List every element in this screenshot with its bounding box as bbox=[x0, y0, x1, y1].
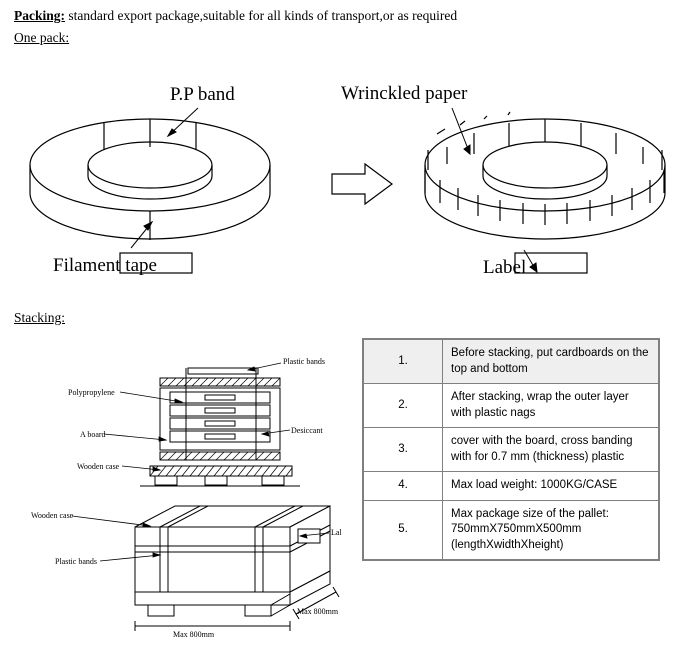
row-text: Max load weight: 1000KG/CASE bbox=[443, 472, 659, 501]
table-row bbox=[364, 472, 659, 501]
row-number: 3. bbox=[364, 428, 443, 472]
label-pp-band: P.P band bbox=[170, 84, 235, 105]
table-row bbox=[364, 428, 659, 472]
label-a-board: A board bbox=[80, 430, 106, 439]
label-label: Label bbox=[483, 257, 527, 278]
process-arrow bbox=[332, 164, 392, 204]
label-plastic-bands-bottom: Plastic bands bbox=[55, 557, 97, 566]
row-text: Before stacking, put cardboards on the top and bottom bbox=[443, 340, 659, 384]
label-max-800-bottom: Max 800mm bbox=[173, 630, 215, 639]
stacking-heading: Stacking: bbox=[14, 310, 65, 325]
stacking-diagram bbox=[0, 330, 360, 641]
label-filament-tape: Filament tape bbox=[53, 255, 157, 276]
label-desiccant: Desiccant bbox=[291, 426, 323, 435]
table-row bbox=[364, 340, 659, 384]
label-wooden-case-top: Wooden case bbox=[77, 462, 120, 471]
row-text: cover with the board, cross banding with for 0.7 mm (thickness) plastic bbox=[443, 428, 659, 472]
table-row bbox=[364, 500, 659, 560]
packing-text: standard export package,suitable for all kinds of transport,or as required bbox=[65, 8, 458, 23]
stacking-svg bbox=[0, 330, 360, 641]
one-pack-heading: One pack: bbox=[14, 30, 70, 45]
packing-label: Packing: bbox=[14, 8, 66, 23]
label-wooden-case-bottom: Wooden case bbox=[31, 511, 74, 520]
label-polypropylene: Polypropylene bbox=[68, 388, 115, 397]
label-wrinkled-paper: Wrinckled paper bbox=[341, 83, 468, 104]
one-pack-diagram bbox=[0, 50, 696, 300]
row-text: Max package size of the pallet: 750mmX750mmX500mm (lengthXwidthXheight) bbox=[443, 500, 659, 560]
label-plastic-bands-top: Plastic bands bbox=[283, 357, 325, 366]
row-number: 1. bbox=[364, 340, 443, 384]
packing-line bbox=[14, 8, 457, 24]
label-lal: Lal bbox=[331, 528, 342, 537]
row-number: 2. bbox=[364, 384, 443, 428]
row-number: 4. bbox=[364, 472, 443, 501]
table-row bbox=[364, 384, 659, 428]
stacking-instructions-table bbox=[362, 338, 660, 561]
row-number: 5. bbox=[364, 500, 443, 560]
label-max-800-right: Max 800mm bbox=[297, 607, 339, 616]
row-text: After stacking, wrap the outer layer with plastic nags bbox=[443, 384, 659, 428]
